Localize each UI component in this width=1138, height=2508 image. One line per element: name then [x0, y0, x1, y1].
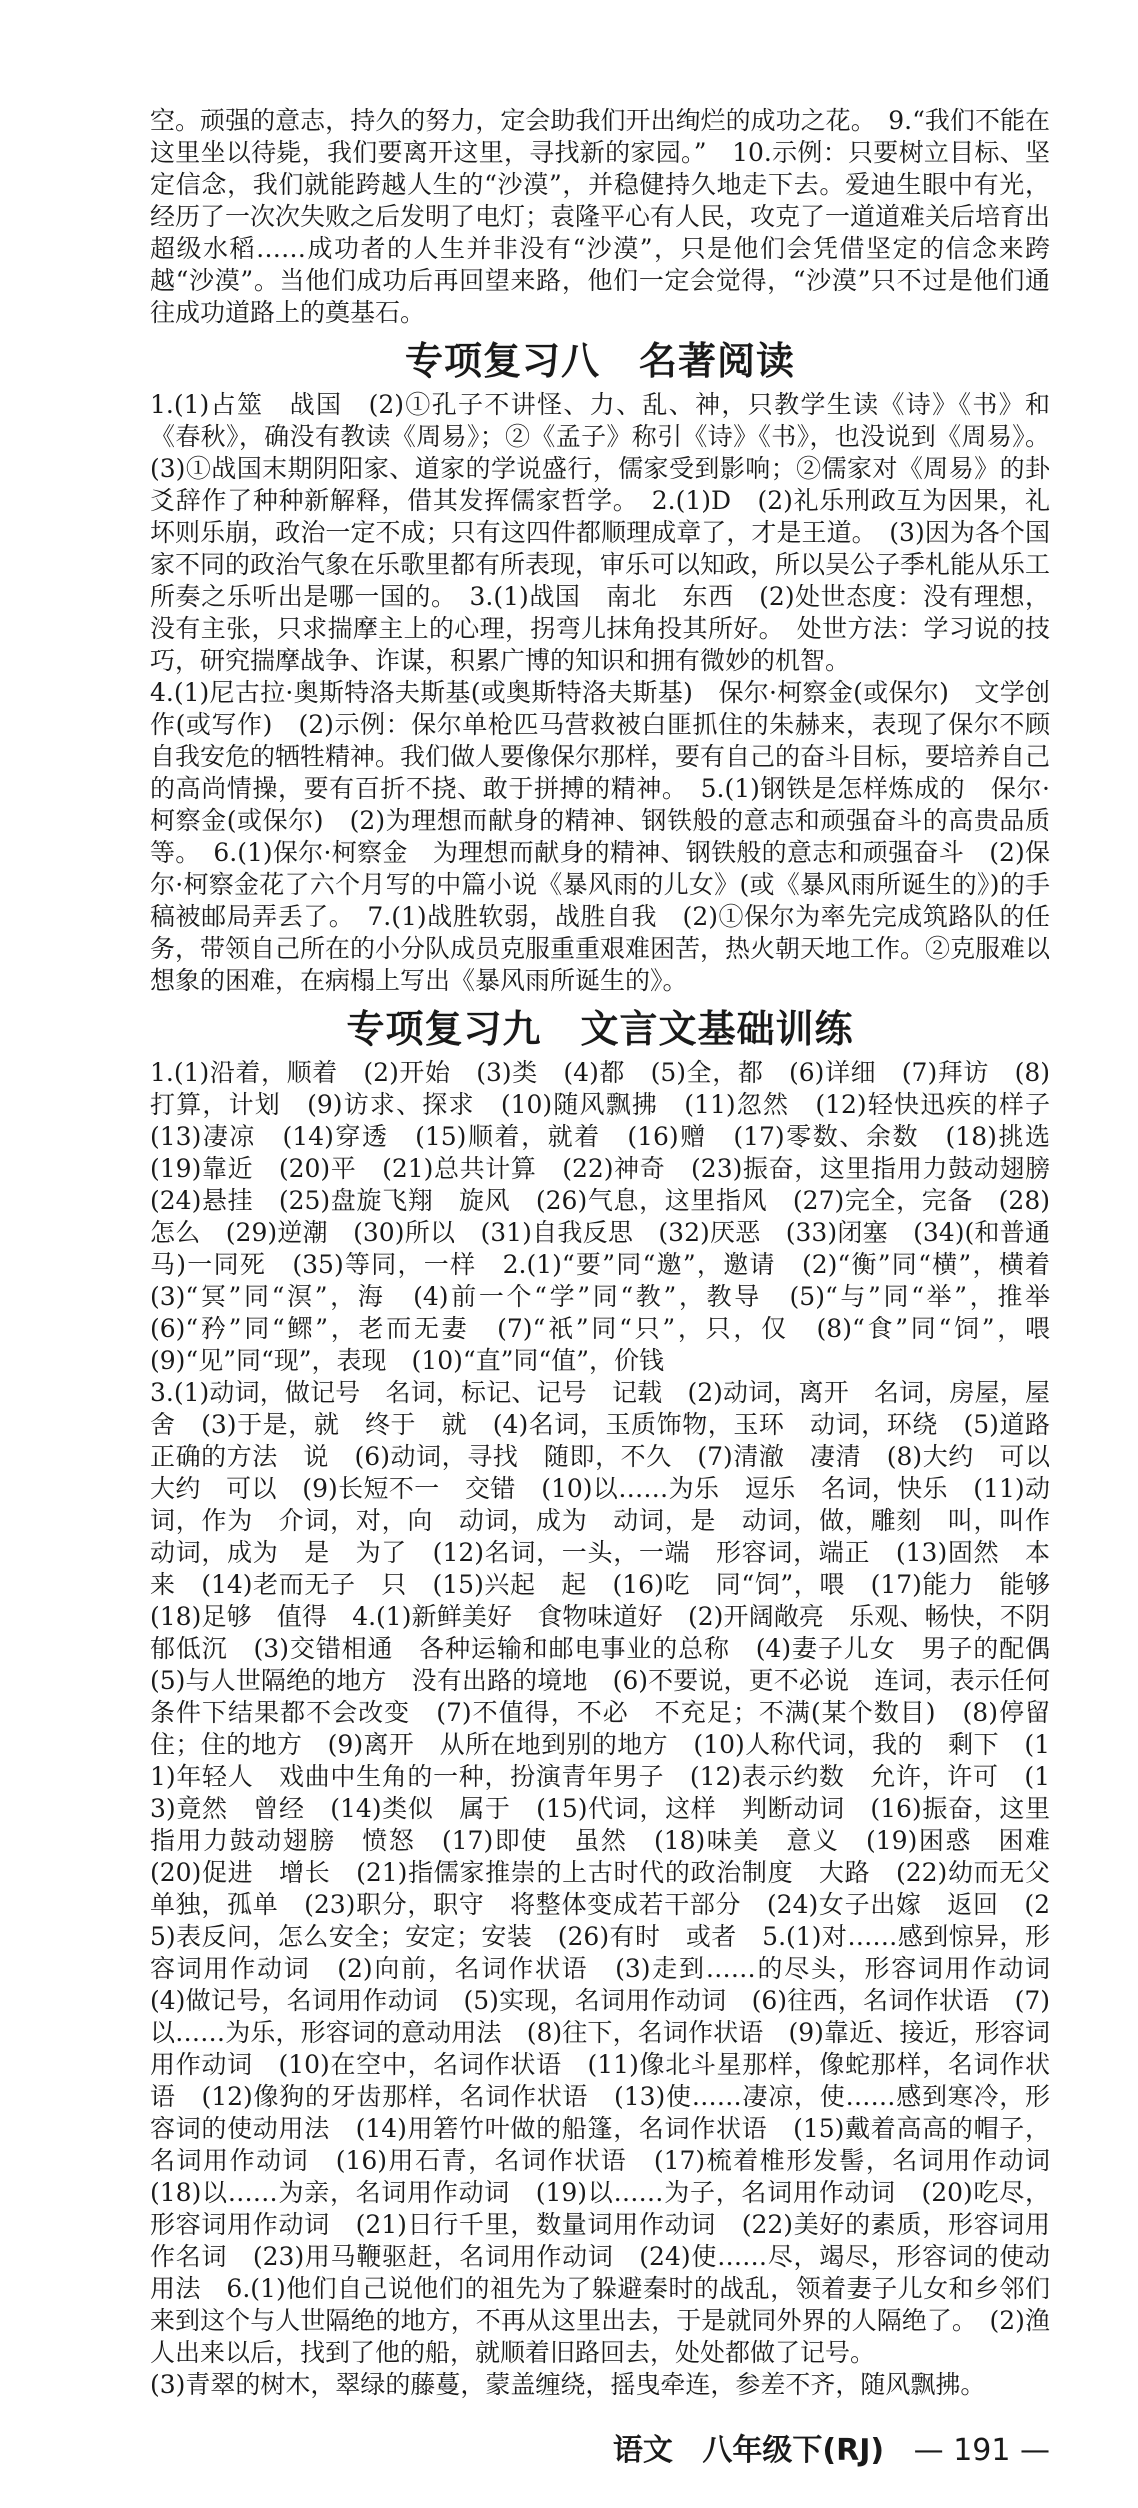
footer-grade: 八年级下(RJ)	[702, 2433, 885, 2468]
section-8-paragraph-2: 4.(1)尼古拉·奥斯特洛夫斯基(或奥斯特洛夫斯基) 保尔·柯察金(或保尔) 文学创作(或写作) (2)示例：保尔单枪匹马营救被白匪抓住的朱赫来，表现了保尔不顾自我安危的牺牲精神。我们做人要像保尔那样，要有自己的奋斗目标，要培养自己的高尚情操，要有百折不挠、敢于拼搏的精神。 5.(1)钢铁是怎样炼成的 保尔·柯察金(或保尔) (2)为理想而献身的精神、钢铁般的意志和顽强奋斗的高贵品质等。 6.(1)保尔·柯察金 为理想而献身的精神、钢铁般的意志和顽强奋斗 (2)保尔·柯察金花了六个月写的中篇小说《暴风雨的儿女》(或《暴风雨所诞生的》)的手稿被邮局弄丢了。 7.(1)战胜软弱，战胜自我 (2)①保尔为率先完成筑路队的任务，带领自己所在的小分队成员克服重重艰难困苦，热火朝天地工作。②克服难以想象的困难，在病榻上写出《暴风雨所诞生的》。	[150, 678, 1051, 995]
section-8-paragraph-1: 1.(1)占筮 战国 (2)①孔子不讲怪、力、乱、神，只教学生读《诗》《书》和《春秋》，确没有教读《周易》；②《孟子》称引《诗》《书》，也没说到《周易》。(3)①战国末期阴阳家、道家的学说盛行，儒家受到影响；②儒家对《周易》的卦爻辞作了种种新解释，借其发挥儒家哲学。 2.(1)D (2)礼乐刑政互为因果，礼坏则乐崩，政治一定不成；只有这四件都顺理成章了，才是王道。 (3)因为各个国家不同的政治气象在乐歌里都有所表现，审乐可以知政，所以吴公子季札能从乐工所奏之乐听出是哪一国的。 3.(1)战国 南北 东西 (2)处世态度：没有理想，没有主张，只求揣摩主上的心理，拐弯儿抹角投其所好。 处世方法：学习说的技巧，研究揣摩战争、诈谋，积累广博的知识和拥有微妙的机智。	[150, 390, 1051, 675]
footer-page-number: — 191 —	[913, 2433, 1050, 2468]
section-9-heading: 专项复习九 文言文基础训练	[346, 1007, 854, 1051]
page-footer	[150, 2425, 1050, 2469]
answer-page	[150, 105, 1076, 2401]
section-8-heading: 专项复习八 名著阅读	[404, 339, 795, 383]
intro-paragraph: 空。顽强的意志，持久的努力，定会助我们开出绚烂的成功之花。 9.“我们不能在这里坐以待毙，我们要离开这里，寻找新的家园。” 10.示例：只要树立目标、坚定信念，我们就能跨越人生的“沙漠”，并稳健持久地走下去。爱迪生眼中有光，经历了一次次失败之后发明了电灯；袁隆平心有人民，攻克了一道道难关后培育出超级水稻……成功者的人生并非没有“沙漠”，只是他们会凭借坚定的信念来跨越“沙漠”。当他们成功后再回望来路，他们一定会觉得，“沙漠”只不过是他们通往成功道路上的奠基石。	[150, 106, 1051, 327]
section-9-paragraph-3: (3)青翠的树木，翠绿的藤蔓，蒙盖缠绕，摇曳牵连，参差不齐，随风飘拂。	[150, 2370, 986, 2399]
section-9-paragraph-1: 1.(1)沿着，顺着 (2)开始 (3)类 (4)都 (5)全，都 (6)详细 (7)拜访 (8)打算，计划 (9)访求、探求 (10)随风飘拂 (11)忽然 (12)轻快迅疾的样子 (13)凄凉 (14)穿透 (15)顺着，就着 (16)赠 (17)零数、余数 (18)挑选 (19)靠近 (20)平 (21)总共计算 (22)神奇 (23)振奋，这里指用力鼓动翅膀 (24)悬挂 (25)盘旋飞翔 旋风 (26)气息，这里指风 (27)完全，完备 (28)怎么 (29)逆潮 (30)所以 (31)自我反思 (32)厌恶 (33)闭塞 (34)(和普通马)一同死 (35)等同，一样 2.(1)“要”同“邀”，邀请 (2)“衡”同“横”，横着 (3)“冥”同“溟”，海 (4)前一个“学”同“教”，教导 (5)“与”同“举”，推举 (6)“矜”同“鳏”，老而无妻 (7)“祇”同“只”，只，仅 (8)“食”同“饲”，喂 (9)“见”同“现”，表现 (10)“直”同“值”，价钱	[150, 1058, 1076, 1375]
footer-subject: 语文	[612, 2433, 673, 2468]
section-9-paragraph-2: 3.(1)动词，做记号 名词，标记、记号 记载 (2)动词，离开 名词，房屋，屋舍 (3)于是，就 终于 就 (4)名词，玉质饰物，玉环 动词，环绕 (5)道路 正确的方法 说 (6)动词，寻找 随即，不久 (7)清澈 凄清 (8)大约 可以 大约 可以 (9)长短不一 交错 (10)以……为乐 逗乐 名词，快乐 (11)动词，作为 介词，对，向 动词，成为 动词，是 动词，做，雕刻 叫，叫作 动词，成为 是 为了 (12)名词，一头，一端 形容词，端正 (13)固然 本来 (14)老而无子 只 (15)兴起 起 (16)吃 同“饲”，喂 (17)能力 能够 (18)足够 值得 4.(1)新鲜美好 食物味道好 (2)开阔敞亮 乐观、畅快，不阴郁低沉 (3)交错相通 各种运输和邮电事业的总称 (4)妻子儿女 男子的配偶 (5)与人世隔绝的地方 没有出路的境地 (6)不要说，更不必说 连词，表示任何条件下结果都不会改变 (7)不值得，不必 不充足；不满(某个数目) (8)停留 住；住的地方 (9)离开 从所在地到别的地方 (10)人称代词，我的 剩下 (11)年轻人 戏曲中生角的一种，扮演青年男子 (12)表示约数 允许，许可 (13)竟然 曾经 (14)类似 属于 (15)代词，这样 判断动词 (16)振奋，这里指用力鼓动翅膀 愤怒 (17)即使 虽然 (18)味美 意义 (19)困惑 困难 (20)促进 增长 (21)指儒家推崇的上古时代的政治制度 大路 (22)幼而无父 单独，孤单 (23)职分，职守 将整体变成若干部分 (24)女子出嫁 返回 (25)表反问，怎么安全；安定；安装 (26)有时 或者 5.(1)对……感到惊异，形容词用作动词 (2)向前，名词作状语 (3)走到……的尽头，形容词用作动词 (4)做记号，名词用作动词 (5)实现，名词用作动词 (6)往西，名词作状语 (7)以……为乐，形容词的意动用法 (8)往下，名词作状语 (9)靠近、接近，形容词用作动词 (10)在空中，名词作状语 (11)像北斗星那样，像蛇那样，名词作状语 (12)像狗的牙齿那样，名词作状语 (13)使……凄凉，使……感到寒冷，形容词的使动用法 (14)用箬竹叶做的船篷，名词作状语 (15)戴着高高的帽子，名词用作动词 (16)用石青，名词作状语 (17)梳着椎形发髻，名词用作动词 (18)以……为亲，名词用作动词 (19)以……为子，名词用作动词 (20)吃尽，形容词用作动词 (21)日行千里，数量词用作动词 (22)美好的素质，形容词用作名词 (23)用马鞭驱赶，名词用作动词 (24)使……尽，竭尽，形容词的使动用法 6.(1)他们自己说他们的祖先为了躲避秦时的战乱，领着妻子儿女和乡邻们来到这个与人世隔绝的地方，不再从这里出去，于是就同外界的人隔绝了。 (2)渔人出来以后，找到了他的船，就顺着旧路回去，处处都做了记号。	[150, 1378, 1076, 2367]
